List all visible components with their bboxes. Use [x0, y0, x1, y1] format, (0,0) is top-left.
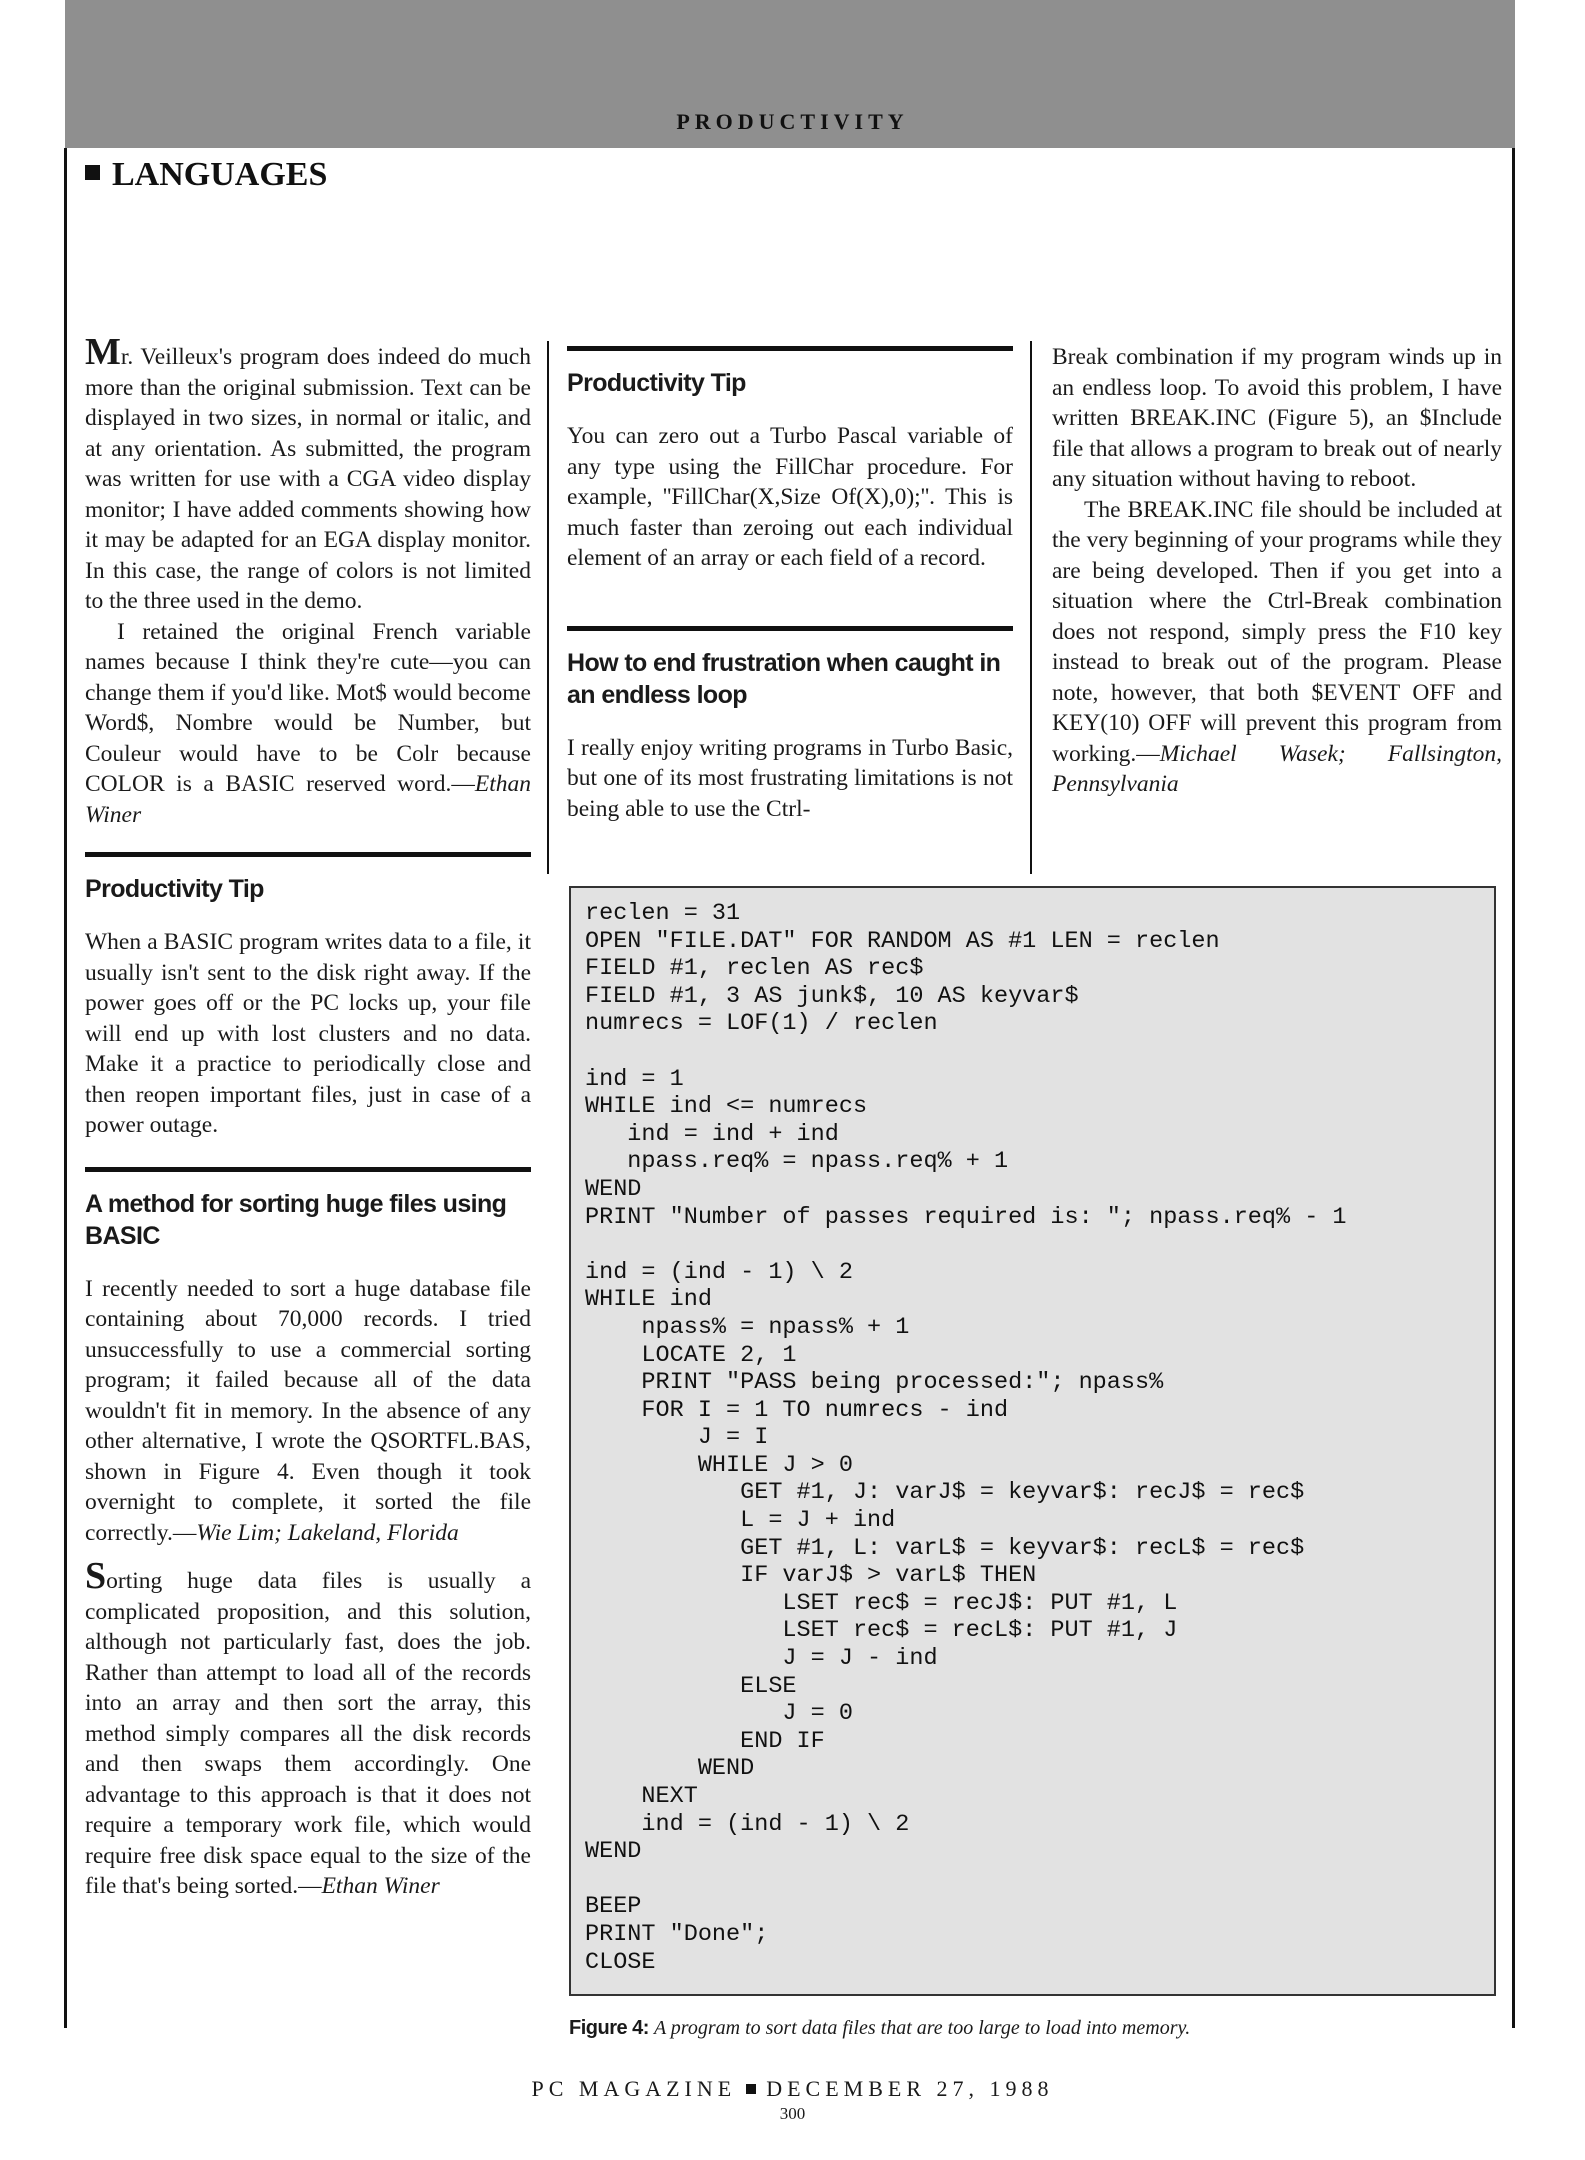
tip-title: Productivity Tip	[567, 369, 746, 397]
byline: Ethan Winer	[85, 771, 531, 828]
tip-title: Productivity Tip	[85, 875, 264, 903]
category-label: LANGUAGES	[112, 156, 328, 193]
section-rule	[85, 852, 531, 857]
code-listing-box	[569, 886, 1496, 1996]
section-rule	[567, 346, 1013, 351]
figure-caption-text: A program to sort data files that are too large to load into memory.	[653, 2017, 1191, 2039]
section-rule	[85, 1167, 531, 1172]
letter-paragraph-1: Mr. Veilleux's program does indeed do much more than the original submission. Text can be displayed in two sizes, in normal or italic, and at any orientation. As submitted, the program was written for use with a CGA video display monitor; I have added comments showing how it may be adapted for an EGA display monitor. In this case, the range of colors is not limited to the three used in the demo.	[85, 331, 531, 614]
section-rule	[567, 626, 1013, 631]
page-number: 300	[779, 2104, 806, 2123]
bullet-square-icon	[746, 2084, 756, 2094]
tip-text: When a BASIC program writes data to a file, it usually isn't sent to the disk right away. If the power goes off or the PC locks up, your file will end up with lost clusters and no data. Make it a practice to periodically close and then reopen important files, just in case of a power outage.	[85, 929, 531, 1138]
loop-paragraph-1: I really enjoy writing programs in Turbo Basic, but one of its most frustrating limitations is not being able to use the Ctrl-	[567, 734, 1013, 822]
column-1	[85, 331, 531, 1902]
footer	[0, 2076, 1585, 2102]
column-2	[567, 346, 1013, 824]
loop-paragraph-3: The BREAK.INC file should be included at the very beginning of your programs while they are being developed. Then if you get into a situation where the Ctrl-Break combination does not respond, simply press the F10 key instead to break out of the program. Please note, however, that both $EVENT OFF and KEY(10) OFF will prevent this program from working.—Michael Wasek; Fallsington, Pennsylvania	[1052, 496, 1502, 797]
category-heading	[85, 156, 327, 194]
drop-cap: M	[85, 331, 121, 373]
bullet-square-icon	[85, 165, 100, 180]
issue-date: DECEMBER 27, 1988	[766, 2076, 1054, 2101]
loop-paragraph-2: Break combination if my program winds up in an endless loop. To avoid this problem, I have written BREAK.INC (Figure 5), an $Include file that allows a program to break out of nearly any situation without having to reboot.	[1052, 344, 1502, 492]
article-title: A method for sorting huge files using BASIC	[85, 1189, 507, 1250]
magazine-name: PC MAGAZINE	[531, 2076, 737, 2101]
right-column-rule	[1512, 148, 1515, 2028]
code-listing: reclen = 31 OPEN "FILE.DAT" FOR RANDOM AS #1 LEN = reclen FIELD #1, reclen AS rec$ FIELD #1, 3 AS junk$, 10 AS keyvar$ numrecs = LOF(1) / reclen ind = 1 WHILE ind <= numrecs ind = ind + ind npass.req% = npass.req% + 1 WEND PRINT "Number of passes required is: "; npass.req% - 1 ind = (ind - 1) \ 2 WHILE ind npass% = npass% + 1 LOCATE 2, 1 PRINT "PASS being processed:"; npass% FOR I = 1 TO numrecs - ind J = I WHILE J > 0 GET #1, J: varJ$ = keyvar$: recJ$ = rec$ L = J + ind GET #1, L: varL$ = keyvar$: recL$ = rec$ IF varJ$ > varL$ THEN LSET rec$ = recJ$: PUT #1, L LSET rec$ = recL$: PUT #1, J J = J - ind ELSE J = 0 END IF WEND NEXT ind = (ind - 1) \ 2 WEND BEEP PRINT "Done"; CLOSE	[585, 900, 1347, 1976]
section-label: PRODUCTIVITY	[676, 109, 909, 134]
letter-paragraph-2: I retained the original French variable names because I think they're cute—you can change them if you'd like. Mot$ would become Word$, Nombre would be Number, but Couleur would have to be Colr because COLOR is a BASIC reserved word.—Ethan Winer	[85, 618, 531, 828]
byline: Michael Wasek; Fallsington, Pennsylvania	[1052, 740, 1502, 797]
figure-label: Figure 4:	[569, 2017, 649, 2039]
column-3	[1052, 342, 1502, 800]
sort-paragraph-2: Sorting huge data files is usually a complicated proposition, and this solution, although not particularly fast, does the job. Rather than attempt to load all of the records into an array and then sort the array, this method simply compares all the disk records and then swaps them accordingly. One advantage to this approach is that it does not require a temporary work file, which would require free disk space equal to the size of the file that's being sorted.—Ethan Winer	[85, 1555, 531, 1899]
byline: Ethan Winer	[321, 1873, 440, 1899]
left-column-rule	[64, 148, 67, 2028]
figure-caption	[569, 2017, 1190, 2040]
byline: Wie Lim; Lakeland, Florida	[196, 1519, 459, 1546]
article-title: How to end frustration when caught in an endless loop	[567, 648, 1001, 709]
column-divider-right	[1030, 341, 1032, 874]
column-divider-left	[547, 341, 549, 874]
drop-cap: S	[85, 1555, 107, 1597]
tip-text: You can zero out a Turbo Pascal variable of any type using the FillChar procedure. For example, ''FillChar(X,Size Of(X),0);''. This is much faster than zeroing out each individual element of an array or each field of a record.	[567, 423, 1013, 571]
sort-paragraph-1: I recently needed to sort a huge database file containing about 70,000 records. I tried unsuccessfully to use a commercial sorting program; it failed because all of the data wouldn't fit in memory. In the absence of any other alternative, I wrote the QSORTFL.BAS, shown in Figure 4. Even though it took overnight to complete, it sorted the file correctly.—Wie Lim; Lakeland, Florida	[85, 1275, 531, 1546]
